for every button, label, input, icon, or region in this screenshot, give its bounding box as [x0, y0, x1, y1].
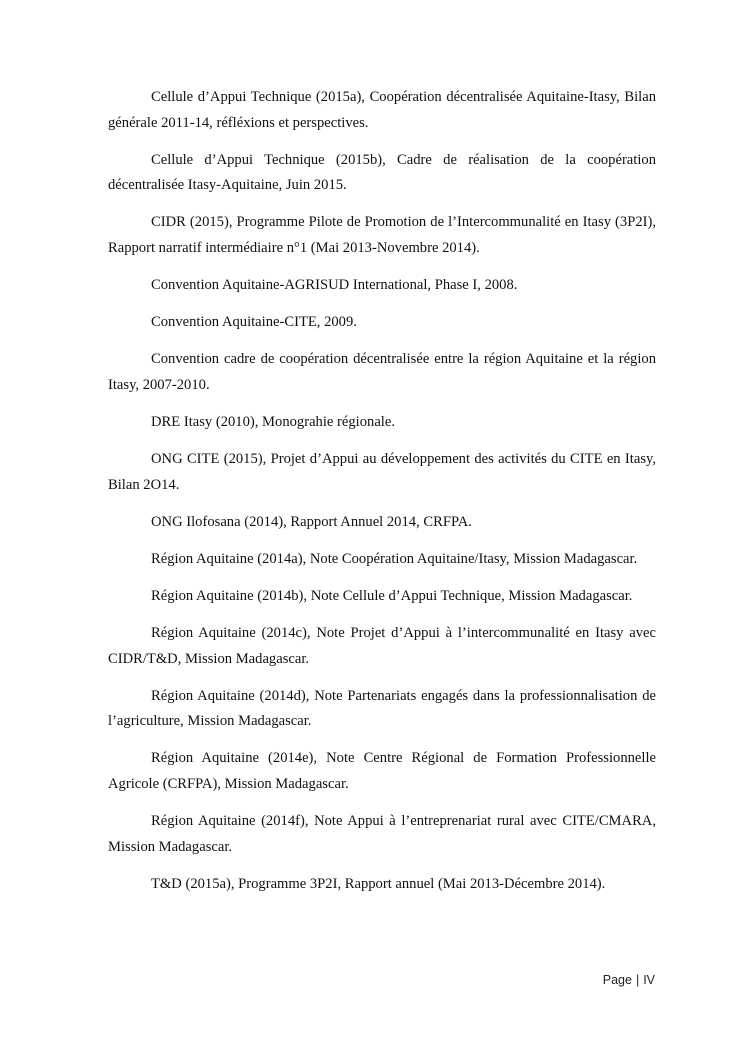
reference-entry: CIDR (2015), Programme Pilote de Promotion de l’Intercommunalité en Itasy (3P2I), Rapport narratif intermédiaire n°1 (Mai 2013-Novembre 2014).: [108, 214, 656, 256]
reference-entry: T&D (2015a), Programme 3P2I, Rapport annuel (Mai 2013-Décembre 2014).: [151, 875, 606, 892]
reference-entry: Région Aquitaine (2014a), Note Coopération Aquitaine/Itasy, Mission Madagascar.: [151, 550, 638, 567]
reference-entry: Cellule d’Appui Technique (2015b), Cadre de réalisation de la coopération décentralisée Itasy-Aquitaine, Juin 2015.: [108, 151, 656, 194]
reference-entry: Convention Aquitaine-CITE, 2009.: [151, 314, 357, 331]
reference-entry: Région Aquitaine (2014f), Note Appui à l’entreprenariat rural avec CITE/CMARA, Mission Madagascar.: [108, 813, 656, 855]
reference-list: [108, 85, 656, 909]
page-label: Page: [602, 973, 632, 987]
reference-entry: Région Aquitaine (2014e), Note Centre Régional de Formation Professionnelle Agricole (CRFPA), Mission Madagascar.: [108, 750, 656, 792]
reference-entry: Région Aquitaine (2014d), Note Partenariats engagés dans la professionnalisation de l’agriculture, Mission Madagascar.: [108, 687, 656, 730]
page-number: IV: [643, 973, 655, 987]
reference-entry: Cellule d’Appui Technique (2015a), Coopération décentralisée Aquitaine-Itasy, Bilan générale 2011-14, réfléxions et perspectives.: [108, 89, 656, 131]
reference-entry: Région Aquitaine (2014c), Note Projet d’Appui à l’intercommunalité en Itasy avec CIDR/T&D, Mission Madagascar.: [108, 625, 656, 667]
reference-entry: Convention cadre de coopération décentralisée entre la région Aquitaine et la région Itasy, 2007-2010.: [108, 351, 656, 393]
reference-entry: Convention Aquitaine-AGRISUD International, Phase I, 2008.: [151, 277, 518, 294]
reference-entry: DRE Itasy (2010), Monograhie régionale.: [151, 413, 395, 430]
page-separator: |: [635, 973, 640, 987]
reference-entry: ONG Ilofosana (2014), Rapport Annuel 2014, CRFPA.: [151, 513, 472, 530]
page-footer: [603, 973, 655, 987]
reference-entry: Région Aquitaine (2014b), Note Cellule d’Appui Technique, Mission Madagascar.: [151, 587, 633, 604]
reference-entry: ONG CITE (2015), Projet d’Appui au développement des activités du CITE en Itasy, Bilan 2O14.: [108, 451, 656, 493]
